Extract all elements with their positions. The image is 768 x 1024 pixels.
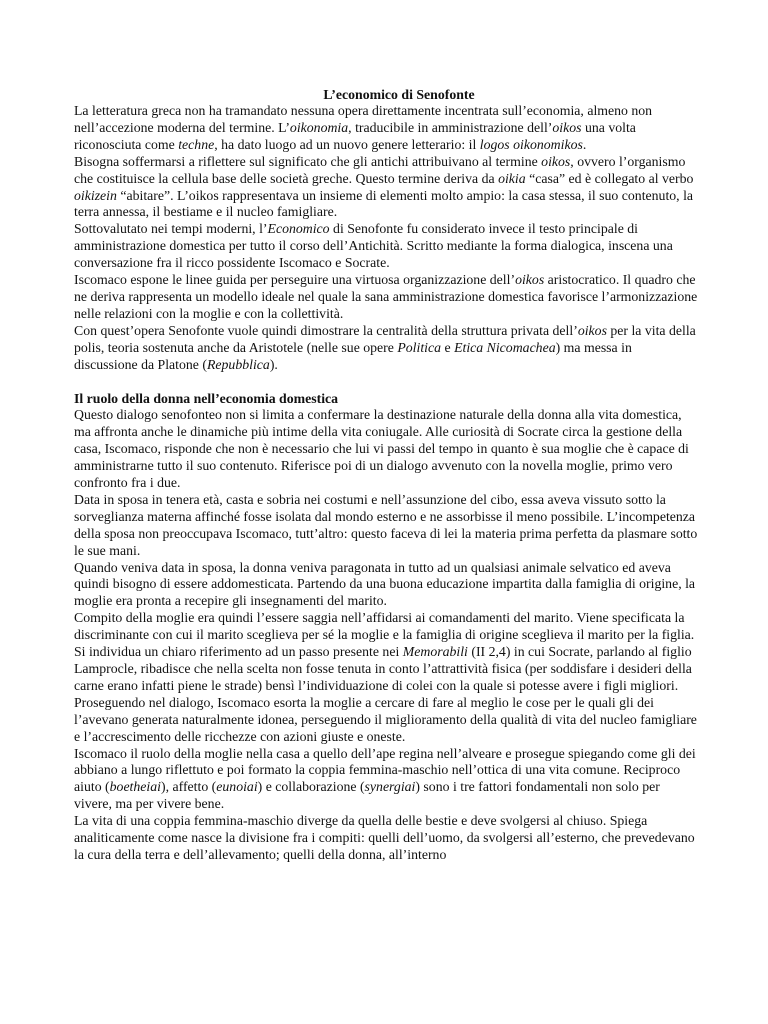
- italic-term: synergiai: [364, 779, 416, 795]
- text-run: aristocratico. Il quadro che ne deriva rappresenta un modello ideale nel quale la sana amministrazione domestica favorisce l’armonizzazione nelle relazioni con la moglie e con la collettività.: [74, 272, 698, 321]
- text-run: ) e collaborazione (: [257, 779, 365, 795]
- paragraph-intro-5: [74, 323, 698, 374]
- text-run: “casa” ed è collegato al verbo: [525, 170, 694, 186]
- text-run: ) ma messa in discussione da Platone (: [74, 339, 632, 372]
- italic-term: Etica Nicomachea: [454, 339, 556, 355]
- paragraph-section-7: [74, 813, 698, 864]
- text-run: ), affetto (: [160, 779, 217, 795]
- text-run: Sottovalutato nei tempi moderni, l’: [74, 221, 268, 237]
- text-run: ) sono i tre fattori fondamentali non solo per vivere, ma per vivere bene.: [74, 779, 660, 812]
- italic-term: Repubblica: [206, 356, 270, 372]
- italic-term: oikos: [552, 119, 582, 135]
- text-run: Iscomaco espone le linee guida per perseguire una virtuosa organizzazione dell’: [74, 272, 516, 288]
- text-run: La vita di una coppia femmina-maschio diverge da quella delle bestie e deve svolgersi al chiuso. Spiega analiticamente come nasce la divisione fra i compiti: quelli dell’uomo, da svolgersi all’esterno, che prevedevano la cura della terra e dell’allevamento; quelli della donna, all’interno: [74, 813, 695, 862]
- italic-term: oikia: [498, 170, 526, 186]
- paragraph-section-2: [74, 492, 698, 560]
- paragraph-section-3: [74, 560, 698, 611]
- text-run: , traducibile in amministrazione dell’: [348, 119, 553, 135]
- italic-term: oikos: [515, 272, 545, 288]
- paragraph-section-5: [74, 695, 698, 746]
- text-run: “abitare”. L’oikos rappresentava un insieme di elementi molto ampio: la casa stessa, il suo contenuto, la terra annessa, il bestiame e il nucleo famigliare.: [74, 187, 694, 220]
- paragraph-intro-2: [74, 154, 698, 222]
- italic-term: techne: [178, 136, 215, 152]
- text-run: Data in sposa in tenera età, casta e sobria nei costumi e nell’assunzione del cibo, essa aveva vissuto sotto la sorveglianza materna affinché fosse isolata dal mondo esterno e ne assorbisse il meno possibile. L’incompetenza della sposa non preoccupava Iscomaco, tutt’altro: questo faceva di lei la materia prima perfetta da plasmare sotto le sue mani.: [74, 491, 698, 558]
- italic-term: Memorabili: [402, 644, 468, 660]
- italic-term: logos oikonomikos: [479, 136, 583, 152]
- paragraph-intro-1: [74, 103, 698, 154]
- paragraph-section-4: [74, 610, 698, 695]
- text-run: ).: [269, 356, 278, 372]
- paragraph-intro-3: [74, 221, 698, 272]
- text-run: , ovvero l’organismo che costituisce la cellula base delle società greche. Questo termine deriva da: [74, 153, 686, 186]
- text-run: una volta riconosciuta come: [74, 119, 636, 152]
- text-run: .: [582, 136, 587, 152]
- section-heading: Il ruolo della donna nell’economia domestica: [74, 390, 339, 406]
- italic-term: oikonomia: [289, 119, 349, 135]
- text-run: per la vita della polis, teoria sostenuta anche da Aristotele (nelle sue opere: [74, 322, 696, 355]
- text-run: , ha dato luogo ad un nuovo genere letterario: il: [214, 136, 480, 152]
- italic-term: boetheiai: [109, 779, 161, 795]
- text-run: di Senofonte fu considerato invece il testo principale di amministrazione domestica per tutto il corso dell’Antichità. Scritto mediante la forma dialogica, inscena una conversazione fra il ricco possidente Iscomaco e Socrate.: [74, 221, 673, 271]
- text-run: Compito della moglie era quindi l’essere saggia nell’affidarsi ai comandamenti del marito. Viene specificata la discriminante con cui il marito sceglieva per sé la moglie e la famiglia di origine sceglieva il marito per la figlia. Si individua un chiaro riferimento ad un passo presente nei: [74, 610, 695, 660]
- italic-term: Politica: [397, 339, 442, 355]
- paragraph-section-1: [74, 407, 698, 492]
- document-title: L’economico di Senofonte: [323, 87, 475, 102]
- italic-term: oikos: [577, 322, 607, 338]
- text-run: Proseguendo nel dialogo, Iscomaco esorta la moglie a cercare di fare al meglio le cose per le quali gli dei l’avevano generata naturalmente idonea, perseguendo il miglioramento della qualità di vita del nucleo famigliare e l’accrescimento delle ricchezze con azioni giuste e oneste.: [74, 694, 697, 744]
- text-run: e: [441, 339, 455, 355]
- text-run: Quando veniva data in sposa, la donna veniva paragonata in tutto ad un qualsiasi animale selvatico ed aveva quindi bisogno di essere addomesticata. Partendo da una buona educazione impartita dalla famiglia di origine, la moglie era pronta a recepire gli insegnamenti del marito.: [74, 559, 696, 609]
- text-run: Con quest’opera Senofonte vuole quindi dimostrare la centralità della struttura privata dell’: [74, 322, 578, 338]
- document-body: [74, 103, 698, 864]
- italic-term: oikizein: [74, 187, 117, 203]
- text-run: Iscomaco il ruolo della moglie nella casa a quello dell’ape regina nell’alveare e prosegue spiegando come gli dei abbiano a lungo riflettuto e poi formato la coppia femmina-maschio nell’ottica di una vita comune. Reciproco aiuto (: [74, 745, 696, 795]
- paragraph-intro-4: [74, 272, 698, 323]
- italic-term: eunoiai: [216, 779, 258, 795]
- italic-term: Economico: [267, 221, 330, 237]
- text-run: (II 2,4) in cui Socrate, parlando al figlio Lamprocle, ribadisce che nella scelta non fosse tenuta in conto l’attrattività fisica (per soddisfare i desideri della carne erano infatti piene le strade) bensì l’individuazione di colei con la quale si potesse avere i figli migliori.: [74, 644, 692, 693]
- text-run: La letteratura greca non ha tramandato nessuna opera direttamente incentrata sull’economia, almeno non nell’accezione moderna del termine. L’: [74, 103, 653, 135]
- text-run: Bisogna soffermarsi a riflettere sul significato che gli antichi attribuivano al termine: [74, 153, 542, 169]
- italic-term: oikos: [541, 153, 571, 169]
- paragraph-section-6: [74, 746, 698, 814]
- text-run: Questo dialogo senofonteo non si limita a confermare la destinazione naturale della donna alla vita domestica, ma affronta anche le dinamiche più intime della vita coniugale. Alle curiosità di Socrate circa la gestione della casa, Iscomaco, risponde che non è necessario che lui vi passi del tempo in quanto è sua moglie che è capace di amministrarne tutto il suo contenuto. Riferisce poi di un dialogo avvenuto con la novella moglie, primo vero confronto fra i due.: [74, 407, 689, 491]
